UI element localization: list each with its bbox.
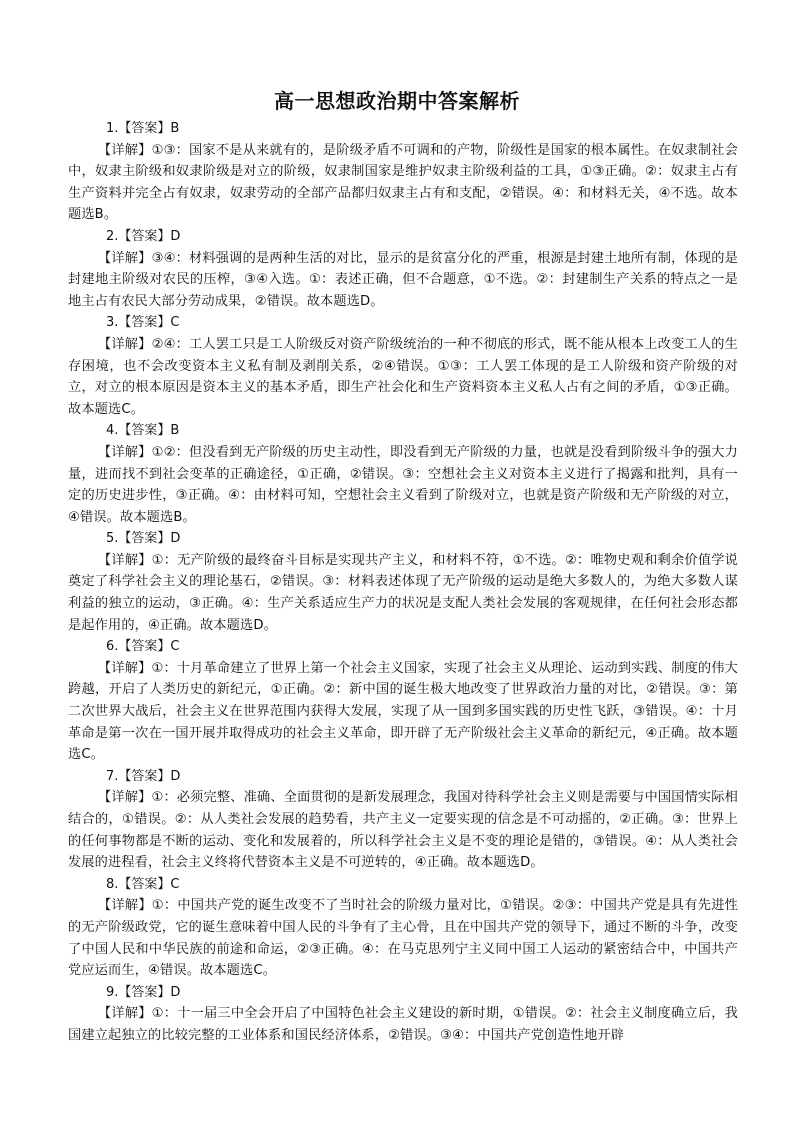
answer-item-3 (68, 312, 738, 420)
answer-item-6 (68, 636, 738, 766)
answer-label: 8.【答案】C (106, 876, 180, 892)
answer-explanation: 【详解】②④：工人罢工只是工人阶级反对资产阶级统治的一种不彻底的形式，既不能从根本上改变工人的生存困境，也不会改变资本主义私有制及剥削关系，②④错误。①③：工人罢工体现的是工人阶级和资产阶级的对立，对立的根本原因是资本主义的基本矛盾，即生产社会化和生产资料资本主义私人占有之间的矛盾，①③正确。故本题选C。 (68, 336, 738, 417)
answer-explanation: 【详解】①：无产阶级的最终奋斗目标是实现共产主义，和材料不符，①不选。②：唯物史观和剩余价值学说奠定了科学社会主义的理论基石，②错误。③：材料表述体现了无产阶级的运动是绝大多数人的，为绝大多数人谋利益的独立的运动，③正确。④：生产关系适应生产力的状况是支配人类社会发展的客观规律，在任何社会形态都是起作用的，④正确。故本题选D。 (68, 552, 738, 633)
answer-item-9 (68, 982, 738, 1047)
answer-item-8 (68, 874, 738, 982)
answer-label: 2.【答案】D (106, 228, 181, 244)
answer-item-7 (68, 766, 738, 874)
page-title: 高一思想政治期中答案解析 (274, 89, 520, 113)
answer-item-1 (68, 118, 738, 226)
answer-explanation: 【详解】③④：材料强调的是两种生活的对比，显示的是贫富分化的严重，根源是封建土地所有制，体现的是封建地主阶级对农民的压榨，③④入选。①：表述正确，但不合题意，①不选。②：封建制生产关系的特点之一是地主占有农民大部分劳动成果，②错误。故本题选D。 (68, 250, 738, 309)
answer-explanation: 【详解】①：必须完整、准确、全面贯彻的是新发展理念，我国对待科学社会主义则是需要与中国国情实际相结合的，①错误。②：从人类社会发展的趋势看，共产主义一定要实现的信念是不可动摇的，②正确。③：世界上的任何事物都是不断的运动、变化和发展着的，所以科学社会主义是不变的理论是错的，③错误。④：从人类社会发展的进程看，社会主义终将代替资本主义是不可逆转的，④正确。故本题选D。 (68, 790, 738, 871)
answer-label: 6.【答案】C (106, 639, 180, 655)
answer-item-2 (68, 226, 738, 312)
answer-explanation: 【详解】①：十月革命建立了世界上第一个社会主义国家，实现了社会主义从理论、运动到实践、制度的伟大跨越，开启了人类历史的新纪元，①正确。②：新中国的诞生极大地改变了世界政治力量的对比，②错误。③：第二次世界大战后，社会主义在世界范围内获得大发展，实现了从一国到多国实践的历史性飞跃，③错误。④：十月革命是第一次在一国开展并取得成功的社会主义革命，即开辟了无产阶级社会主义革命的新纪元，④正确。故本题选C。 (68, 660, 738, 763)
answer-label: 5.【答案】D (106, 531, 181, 547)
answer-label: 1.【答案】B (106, 121, 180, 136)
answer-label: 7.【答案】D (106, 768, 181, 784)
answer-item-4 (68, 420, 738, 528)
answer-label: 9.【答案】D (106, 984, 181, 1000)
answer-list (68, 118, 738, 1047)
answer-label: 3.【答案】C (106, 315, 180, 331)
answer-explanation: 【详解】①：中国共产党的诞生改变不了当时社会的阶级力量对比，①错误。②③：中国共产党是具有先进性的无产阶级政党，它的诞生意味着中国人民的斗争有了主心骨，且在中国共产党的领导下，通过不断的斗争，改变了中国人民和中华民族的前途和命运，②③正确。④：在马克思列宁主义同中国工人运动的紧密结合中，中国共产党应运而生，④错误。故本题选C。 (68, 898, 738, 979)
answer-explanation: 【详解】①③：国家不是从来就有的，是阶级矛盾不可调和的产物，阶级性是国家的根本属性。在奴隶制社会中，奴隶主阶级和奴隶阶级是对立的阶级，奴隶制国家是维护奴隶主阶级利益的工具，①③正确。②：奴隶主占有生产资料并完全占有奴隶，奴隶劳动的全部产品都归奴隶主占有和支配，②错误。④：和材料无关，④不选。故本题选B。 (68, 142, 738, 223)
answer-item-5 (68, 528, 738, 636)
answer-explanation: 【详解】①②：但没看到无产阶级的历史主动性，即没看到无产阶级的力量，也就是没看到阶级斗争的强大力量，进而找不到社会变革的正确途径，①正确，②错误。③：空想社会主义对资本主义进行了揭露和批判，具有一定的历史进步性，③正确。④：由材料可知，空想社会主义看到了阶级对立，也就是资产阶级和无产阶级的对立，④错误。故本题选B。 (68, 444, 738, 525)
answer-explanation: 【详解】①：十一届三中全会开启了中国特色社会主义建设的新时期，①错误。②：社会主义制度确立后，我国建立起独立的比较完整的工业体系和国民经济体系，②错误。③④：中国共产党创造性地开辟 (68, 1006, 738, 1043)
answer-label: 4.【答案】B (106, 423, 180, 439)
